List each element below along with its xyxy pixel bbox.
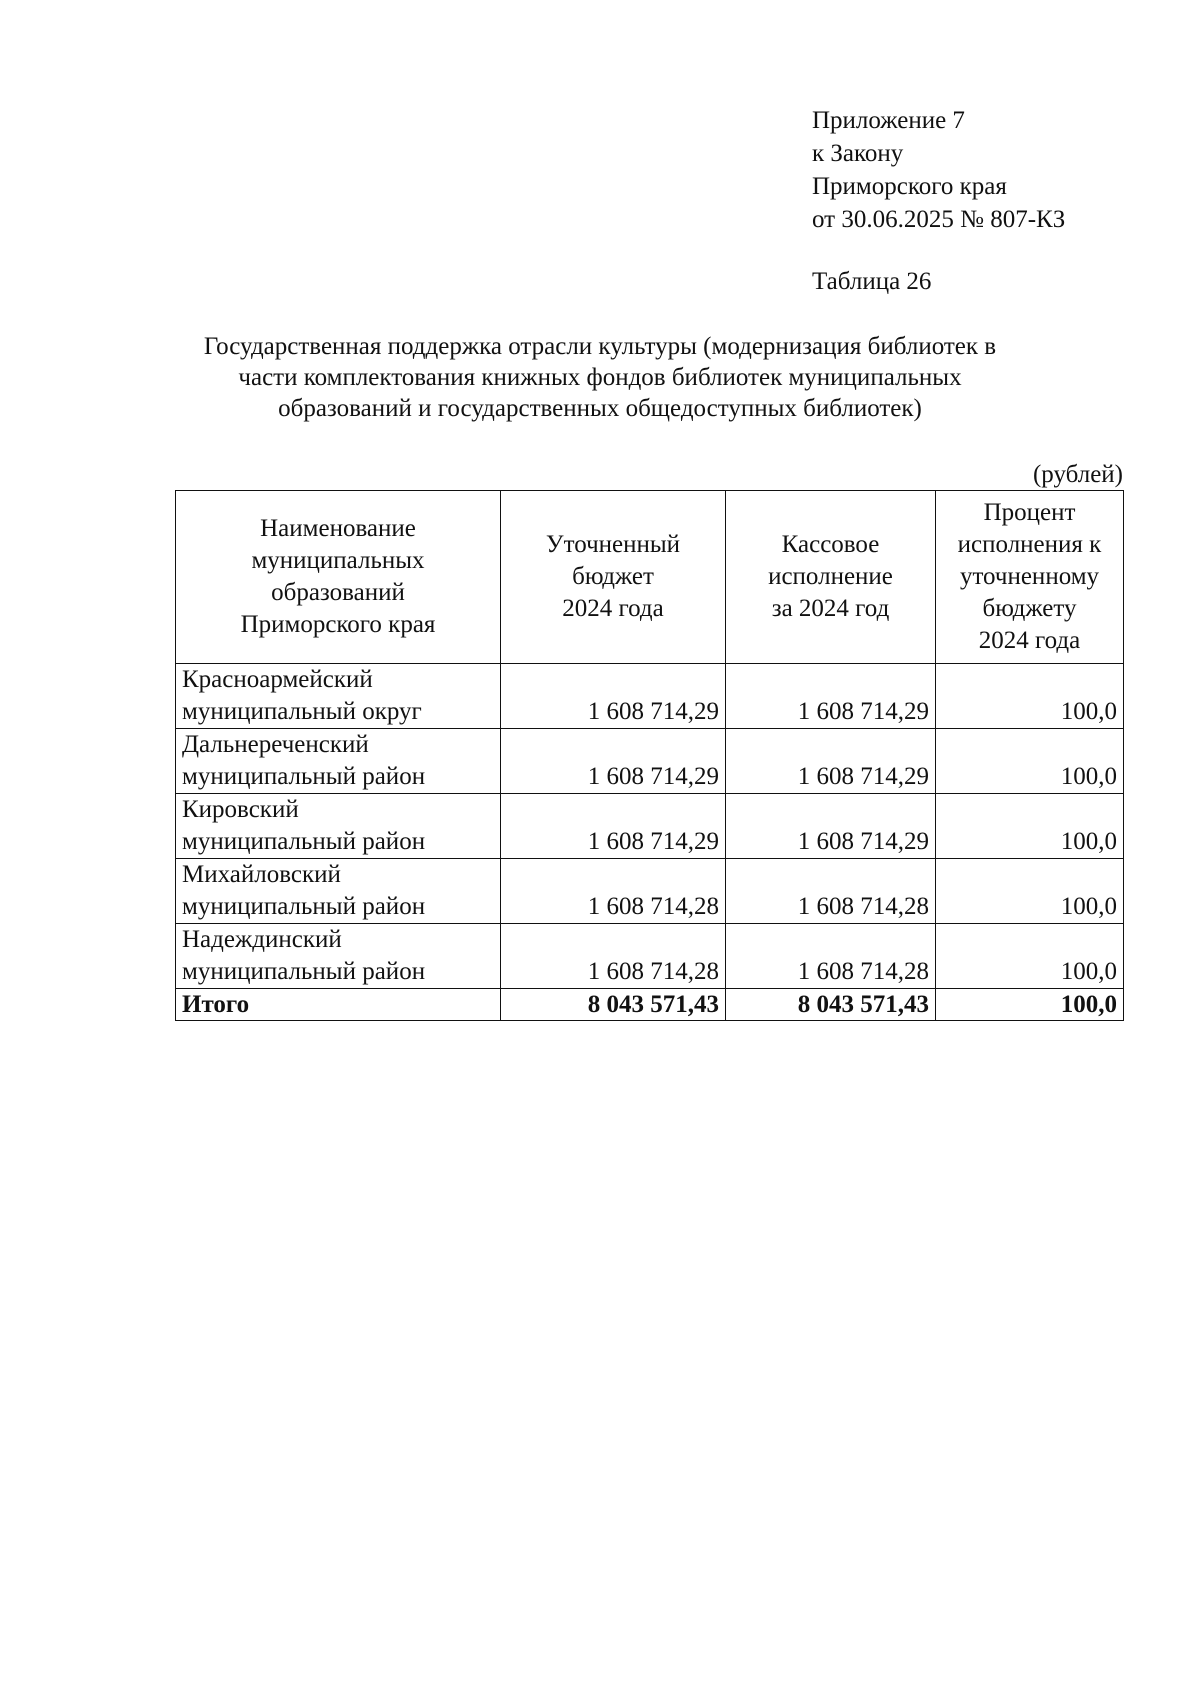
appendix-law: к Закону: [812, 140, 904, 167]
budget-table: [175, 490, 1124, 1021]
total-percent: 100,0: [936, 989, 1124, 1021]
budget-value: 1 608 714,29: [501, 794, 726, 859]
percent-value: 100,0: [936, 924, 1124, 989]
table-number: Таблица 26: [812, 268, 932, 295]
percent-value: 100,0: [936, 794, 1124, 859]
header-execution: Кассовое исполнение за 2024 год: [726, 491, 936, 664]
municipality-name: Михайловский муниципальный район: [176, 859, 501, 924]
budget-value: 1 608 714,29: [501, 664, 726, 729]
table-row: [176, 729, 1124, 794]
execution-value: 1 608 714,28: [726, 924, 936, 989]
execution-value: 1 608 714,29: [726, 729, 936, 794]
total-execution: 8 043 571,43: [726, 989, 936, 1021]
table-header-row: [176, 491, 1124, 664]
appendix-number: Приложение 7: [812, 107, 965, 134]
execution-value: 1 608 714,29: [726, 794, 936, 859]
municipality-name: Красноармейский муниципальный округ: [176, 664, 501, 729]
header-municipality: Наименование муниципальных образований Приморского края: [176, 491, 501, 664]
units-label: (рублей): [1032, 461, 1123, 488]
appendix-date: от 30.06.2025 № 807-КЗ: [812, 206, 1066, 233]
table-total-row: [176, 989, 1124, 1021]
table-row: [176, 859, 1124, 924]
header-budget: Уточненный бюджет 2024 года: [501, 491, 726, 664]
title-line: образований и государственных общедоступных библиотек): [278, 395, 922, 422]
percent-value: 100,0: [936, 729, 1124, 794]
table-row: [176, 664, 1124, 729]
percent-value: 100,0: [936, 859, 1124, 924]
title-line: Государственная поддержка отрасли культуры (модернизация библиотек в: [203, 333, 997, 360]
appendix-region: Приморского края: [812, 173, 1007, 200]
execution-value: 1 608 714,29: [726, 664, 936, 729]
execution-value: 1 608 714,28: [726, 859, 936, 924]
total-label: Итого: [176, 989, 501, 1021]
table-row: [176, 924, 1124, 989]
appendix-reference: [812, 104, 1065, 236]
table-row: [176, 794, 1124, 859]
percent-value: 100,0: [936, 664, 1124, 729]
document-title: [150, 331, 1050, 424]
municipality-name: Дальнереченский муниципальный район: [176, 729, 501, 794]
budget-value: 1 608 714,28: [501, 924, 726, 989]
municipality-name: Кировский муниципальный район: [176, 794, 501, 859]
total-budget: 8 043 571,43: [501, 989, 726, 1021]
budget-value: 1 608 714,29: [501, 729, 726, 794]
title-line: части комплектования книжных фондов библиотек муниципальных: [238, 364, 962, 391]
header-percent: Процент исполнения к уточненному бюджету 2024 года: [936, 491, 1124, 664]
municipality-name: Надеждинский муниципальный район: [176, 924, 501, 989]
budget-value: 1 608 714,28: [501, 859, 726, 924]
